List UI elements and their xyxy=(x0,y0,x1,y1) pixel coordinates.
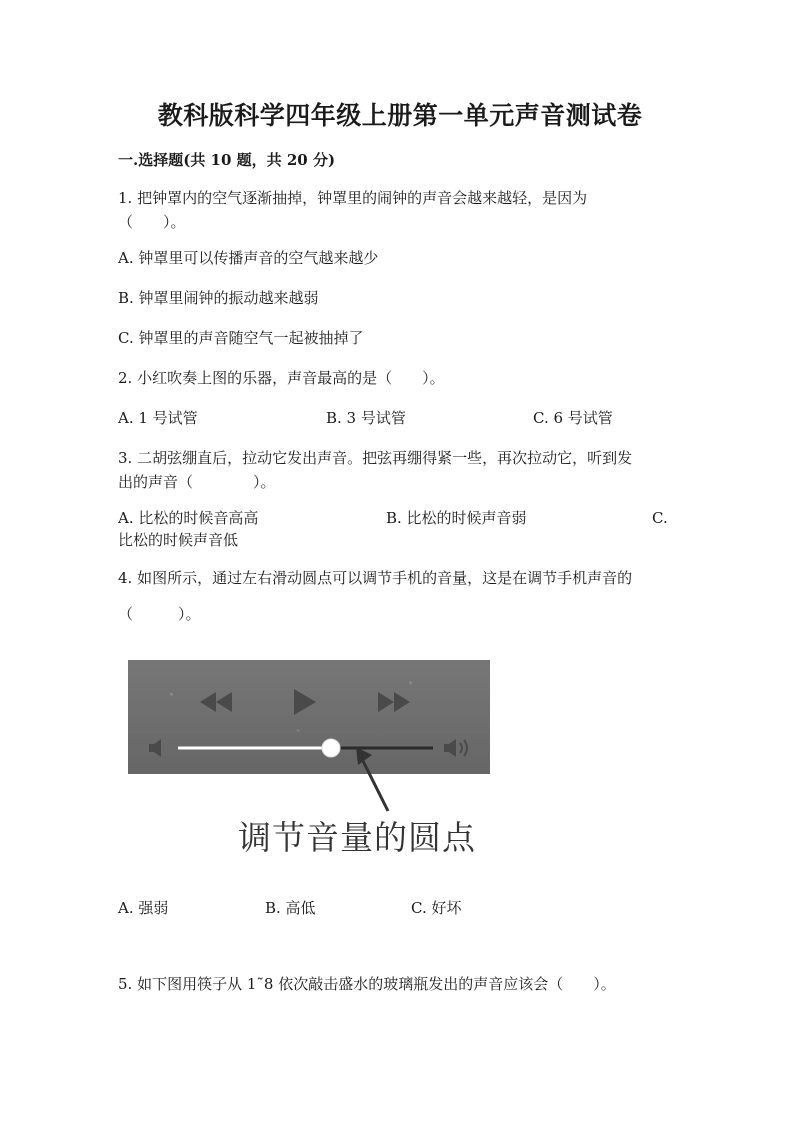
question-1-blank: （ ）。 xyxy=(118,213,186,231)
volume-player-figure xyxy=(128,660,490,774)
rewind-icon xyxy=(200,692,232,712)
pointer-arrow-icon xyxy=(350,745,400,815)
question-4-blank: （ ）。 xyxy=(118,605,201,623)
question-1-option-b: B. 钟罩里闹钟的振动越来越弱 xyxy=(118,289,319,307)
speaker-low-icon xyxy=(149,739,161,757)
play-icon xyxy=(294,689,316,715)
question-2-option-a: A. 1 号试管 xyxy=(118,409,198,427)
fast-forward-icon xyxy=(378,692,410,712)
question-1-option-c: C. 钟罩里的声音随空气一起被抽掉了 xyxy=(118,329,364,347)
question-4-option-c: C. 好坏 xyxy=(411,899,462,917)
question-2-option-b: B. 3 号试管 xyxy=(326,409,406,427)
page-title: 教科版科学四年级上册第一单元声音测试卷 xyxy=(157,101,643,130)
question-1-option-a: A. 钟罩里可以传播声音的空气越来越少 xyxy=(118,249,379,267)
question-3-text-cont: 出的声音（ ）。 xyxy=(118,473,276,491)
question-4-text: 4. 如图所示，通过左右滑动圆点可以调节手机的音量，这是在调节手机声音的 xyxy=(118,569,633,587)
question-3-text: 3. 二胡弦绷直后，拉动它发出声音。把弦再绷得紧一些，再次拉动它，听到发 xyxy=(118,449,633,467)
volume-player-graphic xyxy=(128,660,490,774)
figure-caption: 调节音量的圆点 xyxy=(238,818,476,857)
question-4-option-a: A. 强弱 xyxy=(118,899,169,917)
question-3-option-c-text: 比松的时候声音低 xyxy=(118,531,239,549)
speaker-high-icon xyxy=(444,739,467,757)
question-2-text: 2. 小红吹奏上图的乐器，声音最高的是（ ）。 xyxy=(118,369,445,387)
volume-slider-knob xyxy=(322,739,340,757)
question-5-text: 5. 如下图用筷子从 1˜8 依次敲击盛水的玻璃瓶发出的声音应该会（ ）。 xyxy=(118,975,616,993)
question-4-option-b: B. 高低 xyxy=(265,899,316,917)
section-heading: 一.选择题(共 10 题，共 20 分) xyxy=(118,151,336,169)
question-1-text: 1. 把钟罩内的空气逐渐抽掉，钟罩里的闹钟的声音会越来越轻，是因为 xyxy=(118,189,588,207)
question-3-option-a: A. 比松的时候音高高 xyxy=(118,509,259,527)
question-3-option-b: B. 比松的时候声音弱 xyxy=(386,509,527,527)
question-2-option-c: C. 6 号试管 xyxy=(533,409,613,427)
question-3-option-c-label: C. xyxy=(652,509,668,527)
